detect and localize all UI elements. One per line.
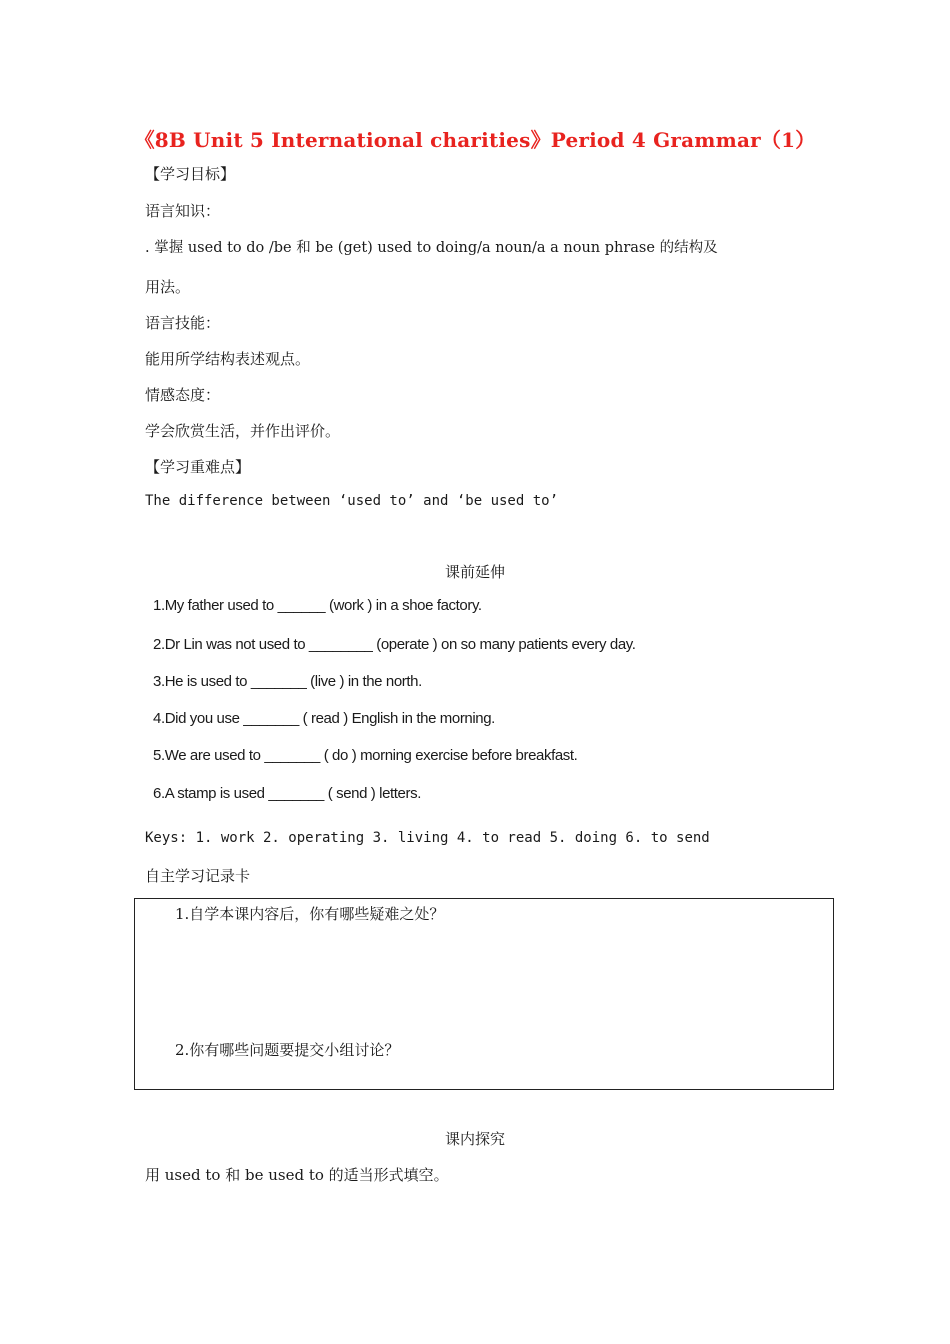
inquiry-heading: 课内探究: [444, 1130, 505, 1148]
knowledge-label: 语言知识：: [145, 202, 221, 220]
exercise-item: 6.A stamp is used _______ ( send ) letters.: [153, 785, 421, 802]
attitude-text: 学会欣赏生活，并作出评价。: [145, 422, 341, 440]
exercise-item: 1.My father used to ______ (work ) in a shoe factory.: [153, 597, 482, 614]
record-card-label: 自主学习记录卡: [145, 867, 251, 885]
record-card-box: [134, 898, 834, 1090]
exercise-item: 5.We are used to _______ ( do ) morning exercise before breakfast.: [153, 747, 578, 764]
preview-heading: 课前延伸: [444, 563, 505, 581]
exercise-item: 4.Did you use _______ ( read ) English in the morning.: [153, 710, 495, 727]
exercise-item: 3.He is used to _______ (live ) in the north.: [153, 673, 422, 690]
skill-text: 能用所学结构表述观点。: [145, 350, 311, 368]
document-title: 《8B Unit 5 International charities》Period 4 Grammar（1）: [134, 128, 816, 152]
attitude-label: 情感态度：: [145, 386, 221, 404]
knowledge-line-2: 用法。: [145, 278, 191, 296]
record-question-1: 1.自学本课内容后，你有哪些疑难之处？: [175, 905, 445, 923]
skill-label: 语言技能：: [145, 314, 221, 332]
knowledge-line-1: . 掌握 used to do /be 和 be (get) used to doing/a noun/a a noun phrase 的结构及: [145, 240, 718, 256]
inquiry-instruction: 用 used to 和 be used to 的适当形式填空。: [145, 1166, 449, 1184]
exercise-item: 2.Dr Lin was not used to ________ (operate ) on so many patients every day.: [153, 636, 636, 653]
key-points-heading: 【学习重难点】: [145, 458, 251, 476]
key-points-text: The difference between ‘used to’ and ‘be used to’: [145, 493, 559, 509]
answer-keys: Keys: 1. work 2. operating 3. living 4. to read 5. doing 6. to send: [145, 830, 710, 846]
objectives-heading: 【学习目标】: [145, 165, 236, 183]
record-question-2: 2.你有哪些问题要提交小组讨论？: [175, 1041, 400, 1059]
